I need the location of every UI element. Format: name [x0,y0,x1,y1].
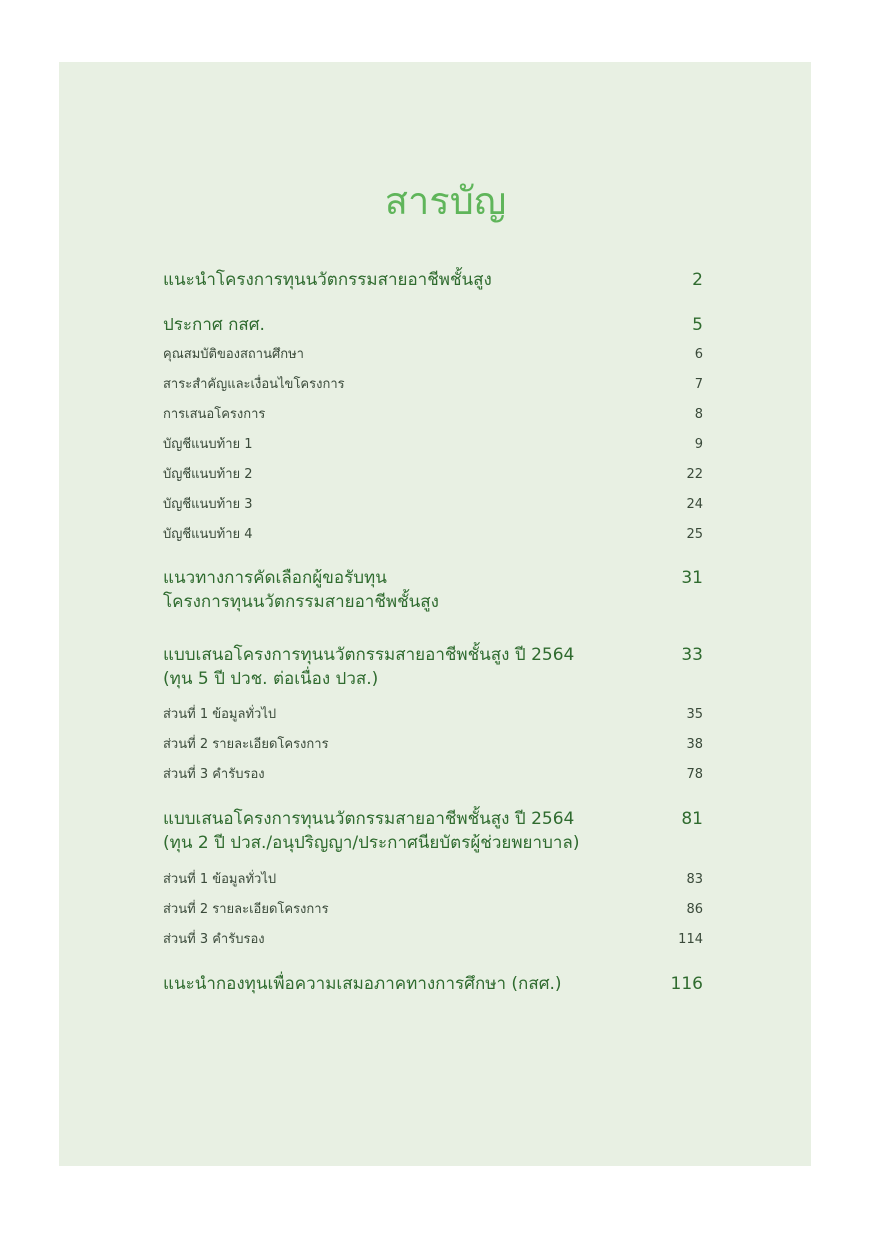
toc-entry-proposal-form-2yr[interactable] [163,807,703,855]
toc-entry-text: บัญชีแนบท้าย 4 [163,527,253,542]
toc-entry-text: ส่วนที่ 1 ข้อมูลทั่วไป [163,707,277,722]
toc-subentry[interactable] [163,525,703,545]
toc-entry-text: ส่วนที่ 3 คำรับรอง [163,767,265,782]
toc-entry-text: ส่วนที่ 2 รายละเอียดโครงการ [163,902,329,917]
toc-page-number: 78 [686,767,703,782]
toc-page-number: 116 [670,974,703,994]
toc-subentry[interactable] [163,900,703,920]
toc-entry-eef-intro[interactable] [163,972,703,996]
toc-page-number: 38 [686,737,703,752]
toc-page-number: 31 [681,568,703,588]
toc-page-number: 22 [686,467,703,482]
toc-page-number: 6 [694,347,703,362]
toc-entry-text: คุณสมบัติของสถานศึกษา [163,347,304,362]
toc-entry-text: แนะนำกองทุนเพื่อความเสมอภาคทางการศึกษา (กสศ.) [163,974,562,994]
toc-subentry[interactable] [163,495,703,515]
toc-page-number: 83 [686,872,703,887]
toc-entry-text: บัญชีแนบท้าย 1 [163,437,253,452]
toc-page-number: 35 [686,707,703,722]
toc-page-number: 24 [686,497,703,512]
toc-subentry[interactable] [163,435,703,455]
toc-entry-proposal-form-5yr[interactable] [163,643,703,691]
toc-subentry[interactable] [163,735,703,755]
toc-subentry[interactable] [163,930,703,950]
toc-entry-text: การเสนอโครงการ [163,407,266,422]
toc-entry-text: สาระสำคัญและเงื่อนไขโครงการ [163,377,345,392]
toc-page-number: 5 [692,315,703,335]
toc-page-number: 86 [686,902,703,917]
toc-entry-announcement[interactable] [163,313,703,337]
toc-subentry[interactable] [163,705,703,725]
toc-title: สารบัญ [384,179,507,223]
toc-entry-text: ส่วนที่ 1 ข้อมูลทั่วไป [163,872,277,887]
toc-page-number: 81 [681,809,703,829]
toc-entry-text-line2: (ทุน 5 ปี ปวช. ต่อเนื่อง ปวส.) [163,669,379,689]
toc-subentry[interactable] [163,765,703,785]
toc-entry-text: แนะนำโครงการทุนนวัตกรรมสายอาชีพชั้นสูง [163,270,492,290]
toc-entry-text: ส่วนที่ 3 คำรับรอง [163,932,265,947]
toc-entry-selection-guidelines[interactable] [163,566,703,614]
toc-entry-text: บัญชีแนบท้าย 2 [163,467,253,482]
toc-page-number: 7 [694,377,703,392]
toc-page-number: 9 [694,437,703,452]
toc-page-number: 25 [686,527,703,542]
toc-entry-text: บัญชีแนบท้าย 3 [163,497,253,512]
toc-entry-text-line2: (ทุน 2 ปี ปวส./อนุปริญญา/ประกาศนียบัตรผู้ช่วยพยาบาล) [163,833,580,853]
toc-entry-text: ประกาศ กสศ. [163,315,265,335]
document-page [59,62,811,1166]
toc-subentry[interactable] [163,375,703,395]
toc-entry-text: แบบเสนอโครงการทุนนวัตกรรมสายอาชีพชั้นสูง ปี 2564 [163,809,575,829]
toc-page-number: 33 [681,645,703,665]
toc-page-number: 8 [694,407,703,422]
toc-entry-text-line2: โครงการทุนนวัตกรรมสายอาชีพชั้นสูง [163,592,439,612]
toc-entry-text: ส่วนที่ 2 รายละเอียดโครงการ [163,737,329,752]
toc-subentry[interactable] [163,870,703,890]
toc-subentry[interactable] [163,465,703,485]
toc-subentry[interactable] [163,405,703,425]
toc-entry-text: แนวทางการคัดเลือกผู้ขอรับทุน [163,568,387,588]
toc-page-number: 114 [678,932,703,947]
toc-page-number: 2 [692,270,703,290]
toc-subentry[interactable] [163,345,703,365]
toc-entry-text: แบบเสนอโครงการทุนนวัตกรรมสายอาชีพชั้นสูง ปี 2564 [163,645,575,665]
toc-entry-intro[interactable] [163,268,703,292]
